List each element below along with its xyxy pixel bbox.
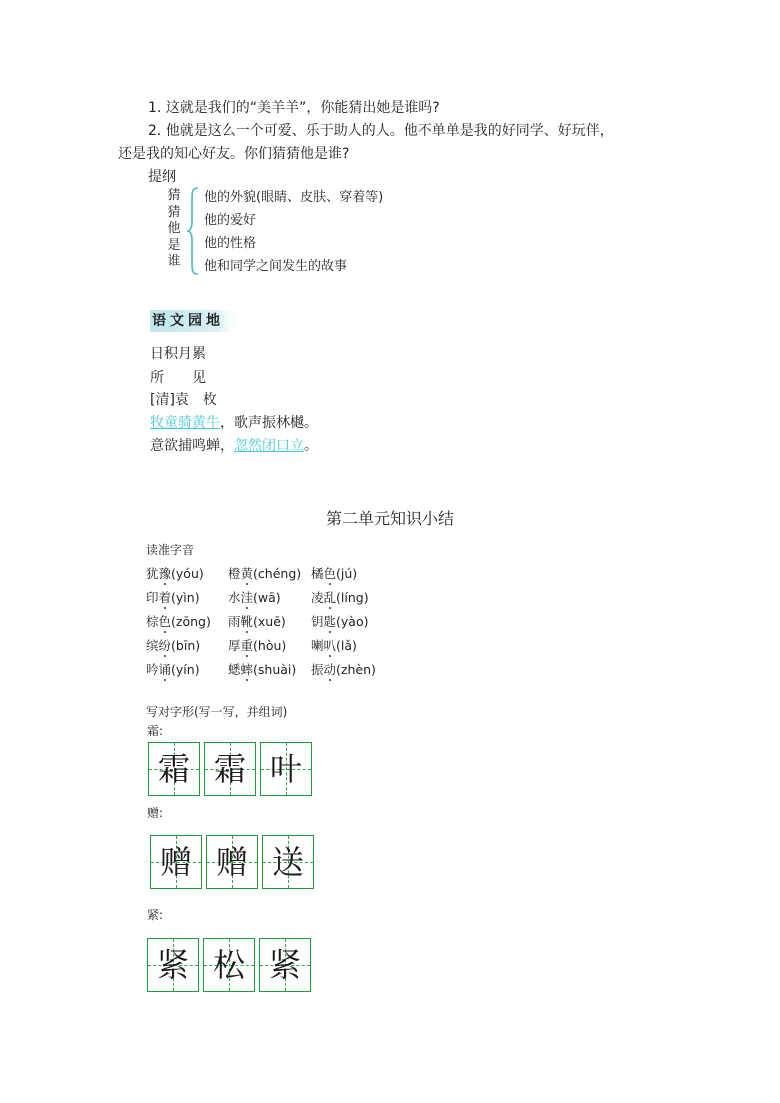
accumulation-heading: 日积月累 (150, 346, 206, 362)
pinyin-dotted-char: 乱 (323, 590, 337, 605)
pinyin-entry (311, 613, 369, 631)
summary-title: 第二单元知识小结 (325, 509, 454, 528)
pinyin-entry (311, 589, 369, 607)
pinyin-reading: (jú) (336, 566, 358, 581)
grid-char: 赠 (215, 843, 248, 881)
pinyin-entry (228, 661, 296, 679)
pinyin-reading: (líng) (336, 590, 369, 605)
pinyin-reading: (yìn) (171, 590, 200, 605)
writing-grid (148, 742, 312, 796)
outline-item: 他的性格 (204, 236, 257, 251)
pinyin-reading: (xuē) (253, 614, 286, 629)
grid-char: 松 (212, 946, 245, 984)
poem-line-2-start: 意欲捕鸣蝉， (150, 438, 234, 454)
pinyin-word-char: 凌 (311, 590, 324, 605)
pinyin-entry (146, 613, 211, 631)
pinyin-dotted-char: 黄 (240, 566, 254, 581)
pinyin-word-char: 橙 (228, 566, 241, 581)
pinyin-entry (146, 589, 200, 607)
pinyin-dotted-char: 匙 (323, 614, 337, 629)
grid-char: 送 (271, 843, 304, 881)
grid-char: 紧 (156, 946, 189, 984)
pinyin-dotted-char: 蟀 (240, 662, 254, 677)
guess-char: 他 (167, 221, 181, 236)
pinyin-dotted-char: 着 (158, 590, 172, 605)
poem-line-2 (150, 436, 318, 456)
pinyin-dotted-char: 重 (240, 638, 254, 653)
grid-cell (262, 835, 314, 889)
grid-cell (204, 742, 256, 796)
pinyin-word-char: 喇 (311, 638, 324, 653)
guess-char: 猜 (167, 188, 181, 203)
outline-item: 他的爱好 (204, 213, 257, 228)
group-label: 赠: (147, 806, 164, 820)
pinyin-reading: (shuài) (253, 662, 297, 677)
outline-guess-word (166, 188, 182, 271)
pinyin-dotted-char: 靴 (240, 614, 254, 629)
pinyin-word-char: 橘 (311, 566, 324, 581)
grid-cell (259, 938, 311, 992)
pinyin-dotted-char: 色 (323, 566, 337, 581)
grid-char: 叶 (269, 750, 302, 788)
pinyin-word-char: 水 (228, 590, 241, 605)
pinyin-entry (228, 637, 286, 655)
grid-char: 赠 (159, 843, 192, 881)
grid-char: 霜 (157, 750, 190, 788)
writing-grid (150, 835, 314, 889)
outline-item: 他的外貌(眼睛、皮肤、穿着等) (204, 190, 384, 205)
pinyin-reading: (yóu) (171, 566, 204, 581)
pinyin-word-char: 雨 (228, 614, 241, 629)
pinyin-word-char: 蟋 (228, 662, 241, 677)
pinyin-reading: (chéng) (253, 566, 302, 581)
pinyin-dotted-char: 诵 (158, 662, 172, 677)
pinyin-dotted-char: 豫 (158, 566, 172, 581)
poem-title: 所 见 (150, 370, 206, 386)
guess-char: 猜 (167, 204, 181, 220)
grid-cell (206, 835, 258, 889)
pinyin-dotted-char: 纷 (158, 638, 172, 653)
pinyin-reading: (hòu) (253, 638, 287, 653)
intro-line-1: 1. 这就是我们的“美羊羊”，你能猜出她是谁吗? (148, 100, 440, 116)
group-label: 紧: (147, 908, 164, 922)
poem-author: [清]袁 枚 (150, 392, 217, 408)
pinyin-reading: (yín) (171, 662, 200, 677)
group-label: 霜: (147, 724, 164, 738)
grid-cell (150, 835, 202, 889)
pinyin-entry (311, 565, 357, 583)
pinyin-reading: (zhèn) (336, 662, 376, 677)
pinyin-entry (146, 661, 200, 679)
pinyin-word-char: 犹 (146, 566, 159, 581)
pinyin-word-char: 钥 (311, 614, 324, 629)
pinyin-word-char: 印 (146, 590, 159, 605)
pinyin-word-char: 吟 (146, 662, 159, 677)
pinyin-dotted-char: 动 (323, 662, 337, 677)
writing-grid (147, 938, 311, 992)
outline-heading: 提纲 (148, 169, 176, 185)
grid-char: 霜 (213, 750, 246, 788)
pinyin-word-char: 厚 (228, 638, 241, 653)
pinyin-entry (146, 637, 200, 655)
pinyin-entry (228, 565, 301, 583)
grid-cell (203, 938, 255, 992)
pinyin-reading: (wā) (253, 590, 281, 605)
pinyin-word-char: 缤 (146, 638, 159, 653)
pinyin-reading: (zōng) (171, 614, 211, 629)
grid-char: 紧 (268, 946, 301, 984)
brace-icon (186, 186, 200, 276)
section-banner-title: 语文园地 (152, 313, 224, 329)
pinyin-reading: (bīn) (171, 638, 201, 653)
pinyin-dotted-char: 色 (158, 614, 172, 629)
read-heading: 读准字音 (146, 543, 195, 557)
pinyin-dotted-char: 洼 (240, 590, 254, 605)
poem-link-1[interactable]: 牧童骑黄牛 (150, 415, 220, 431)
write-heading: 写对字形(写一写，并组词) (146, 705, 288, 719)
poem-line-1 (150, 413, 318, 433)
pinyin-entry (228, 613, 286, 631)
intro-line-2b: 还是我的知心好友。你们猜猜他是谁? (118, 146, 350, 162)
grid-cell (147, 938, 199, 992)
grid-cell (260, 742, 312, 796)
pinyin-dotted-char: 叭 (323, 638, 337, 653)
poem-link-2[interactable]: 忽然闭口立 (234, 438, 304, 454)
pinyin-entry (146, 565, 204, 583)
pinyin-word-char: 棕 (146, 614, 159, 629)
outline-item: 他和同学之间发生的故事 (204, 259, 348, 274)
pinyin-entry (311, 661, 376, 679)
guess-char: 是 (167, 237, 181, 253)
grid-cell (148, 742, 200, 796)
pinyin-reading: (lǎ) (336, 638, 357, 653)
intro-line-2a: 2. 他就是这么一个可爱、乐于助人的人。他不单单是我的好同学、好玩伴， (148, 123, 614, 139)
pinyin-entry (311, 637, 357, 655)
guess-char: 谁 (167, 254, 181, 269)
poem-line-1-rest: ，歌声振林樾。 (220, 415, 318, 431)
pinyin-entry (228, 589, 281, 607)
pinyin-reading: (yào) (336, 614, 369, 629)
poem-line-2-end: 。 (304, 438, 318, 454)
pinyin-word-char: 振 (311, 662, 324, 677)
